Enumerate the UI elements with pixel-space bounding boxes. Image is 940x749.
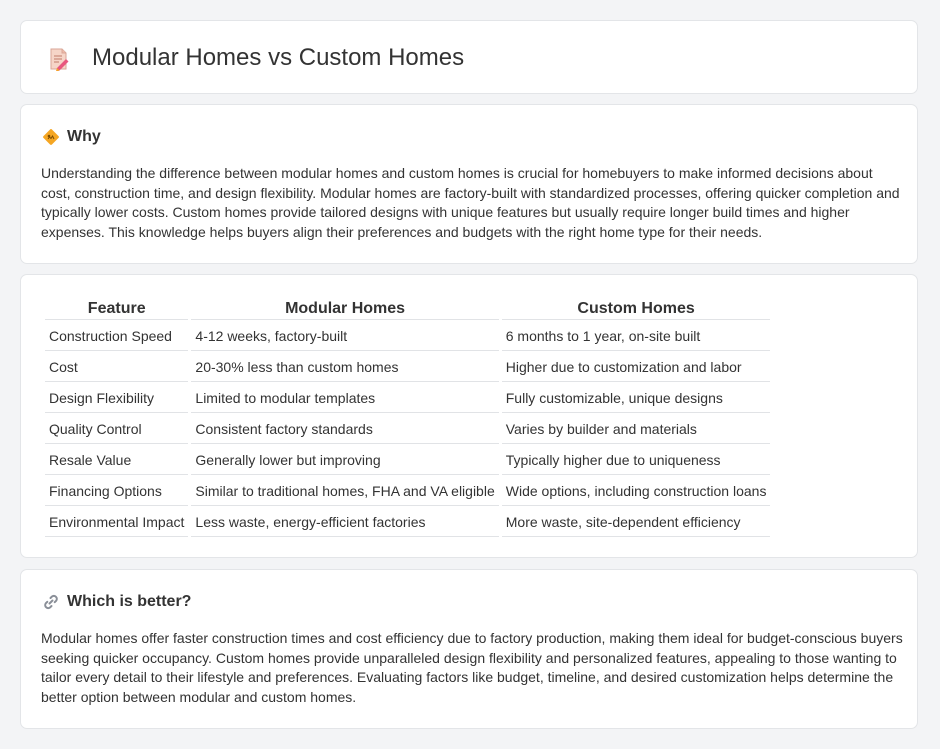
modular-cell: Generally lower but improving <box>191 446 498 475</box>
custom-cell: Fully customizable, unique designs <box>502 384 771 413</box>
modular-cell: Consistent factory standards <box>191 415 498 444</box>
table-row <box>45 477 770 506</box>
modular-cell: Less waste, energy-efficient factories <box>191 508 498 537</box>
feature-cell: Quality Control <box>45 415 188 444</box>
header-card <box>20 20 918 94</box>
document-pencil-icon <box>48 47 70 71</box>
table-header-row <box>45 298 770 320</box>
diamond-road-sign-icon <box>42 128 60 146</box>
modular-cell: Similar to traditional homes, FHA and VA eligible <box>191 477 498 506</box>
custom-cell: Higher due to customization and labor <box>502 353 771 382</box>
custom-cell: Typically higher due to uniqueness <box>502 446 771 475</box>
table-row <box>45 415 770 444</box>
feature-cell: Design Flexibility <box>45 384 188 413</box>
column-header-modular: Modular Homes <box>191 298 498 320</box>
feature-cell: Resale Value <box>45 446 188 475</box>
comparison-table <box>42 296 773 539</box>
page-title: Modular Homes vs Custom Homes <box>92 44 465 71</box>
custom-cell: 6 months to 1 year, on-site built <box>502 322 771 351</box>
column-header-custom: Custom Homes <box>502 298 771 320</box>
feature-cell: Construction Speed <box>45 322 188 351</box>
which-is-better-section <box>20 569 918 729</box>
feature-cell: Environmental Impact <box>45 508 188 537</box>
why-body: Understanding the difference between modular homes and custom homes is crucial for homebuyers to make informed decisions about cost, construction time, and design flexibility. Modular homes are factory-built with standardized processes, offering quicker completion and typically lower costs. Custom homes provide tailored designs with unique features but usually require longer build times and higher expenses. This knowledge helps buyers align their preferences and budgets with the right home type for their needs. <box>41 165 900 240</box>
why-heading: Why <box>67 128 101 145</box>
feature-cell: Cost <box>45 353 188 382</box>
custom-cell: More waste, site-dependent efficiency <box>502 508 771 537</box>
table-row <box>45 322 770 351</box>
modular-cell: 20-30% less than custom homes <box>191 353 498 382</box>
comparison-section <box>20 274 918 558</box>
which-is-better-body: Modular homes offer faster construction times and cost efficiency due to factory production, making them ideal for budget-conscious buyers seeking quicker occupancy. Custom homes provide unparalleled design flexibility and personalized features, appealing to those wanting to tailor every detail to their lifestyle and preferences. Evaluating factors like budget, timeline, and desired customization helps determine the better option between modular and custom homes. <box>41 630 903 705</box>
table-row <box>45 384 770 413</box>
which-is-better-heading: Which is better? <box>67 593 192 610</box>
column-header-feature: Feature <box>45 298 188 320</box>
custom-cell: Varies by builder and materials <box>502 415 771 444</box>
modular-cell: Limited to modular templates <box>191 384 498 413</box>
table-row <box>45 353 770 382</box>
why-section <box>20 104 918 264</box>
link-icon <box>42 593 60 611</box>
table-row <box>45 508 770 537</box>
custom-cell: Wide options, including construction loans <box>502 477 771 506</box>
table-row <box>45 446 770 475</box>
modular-cell: 4-12 weeks, factory-built <box>191 322 498 351</box>
feature-cell: Financing Options <box>45 477 188 506</box>
